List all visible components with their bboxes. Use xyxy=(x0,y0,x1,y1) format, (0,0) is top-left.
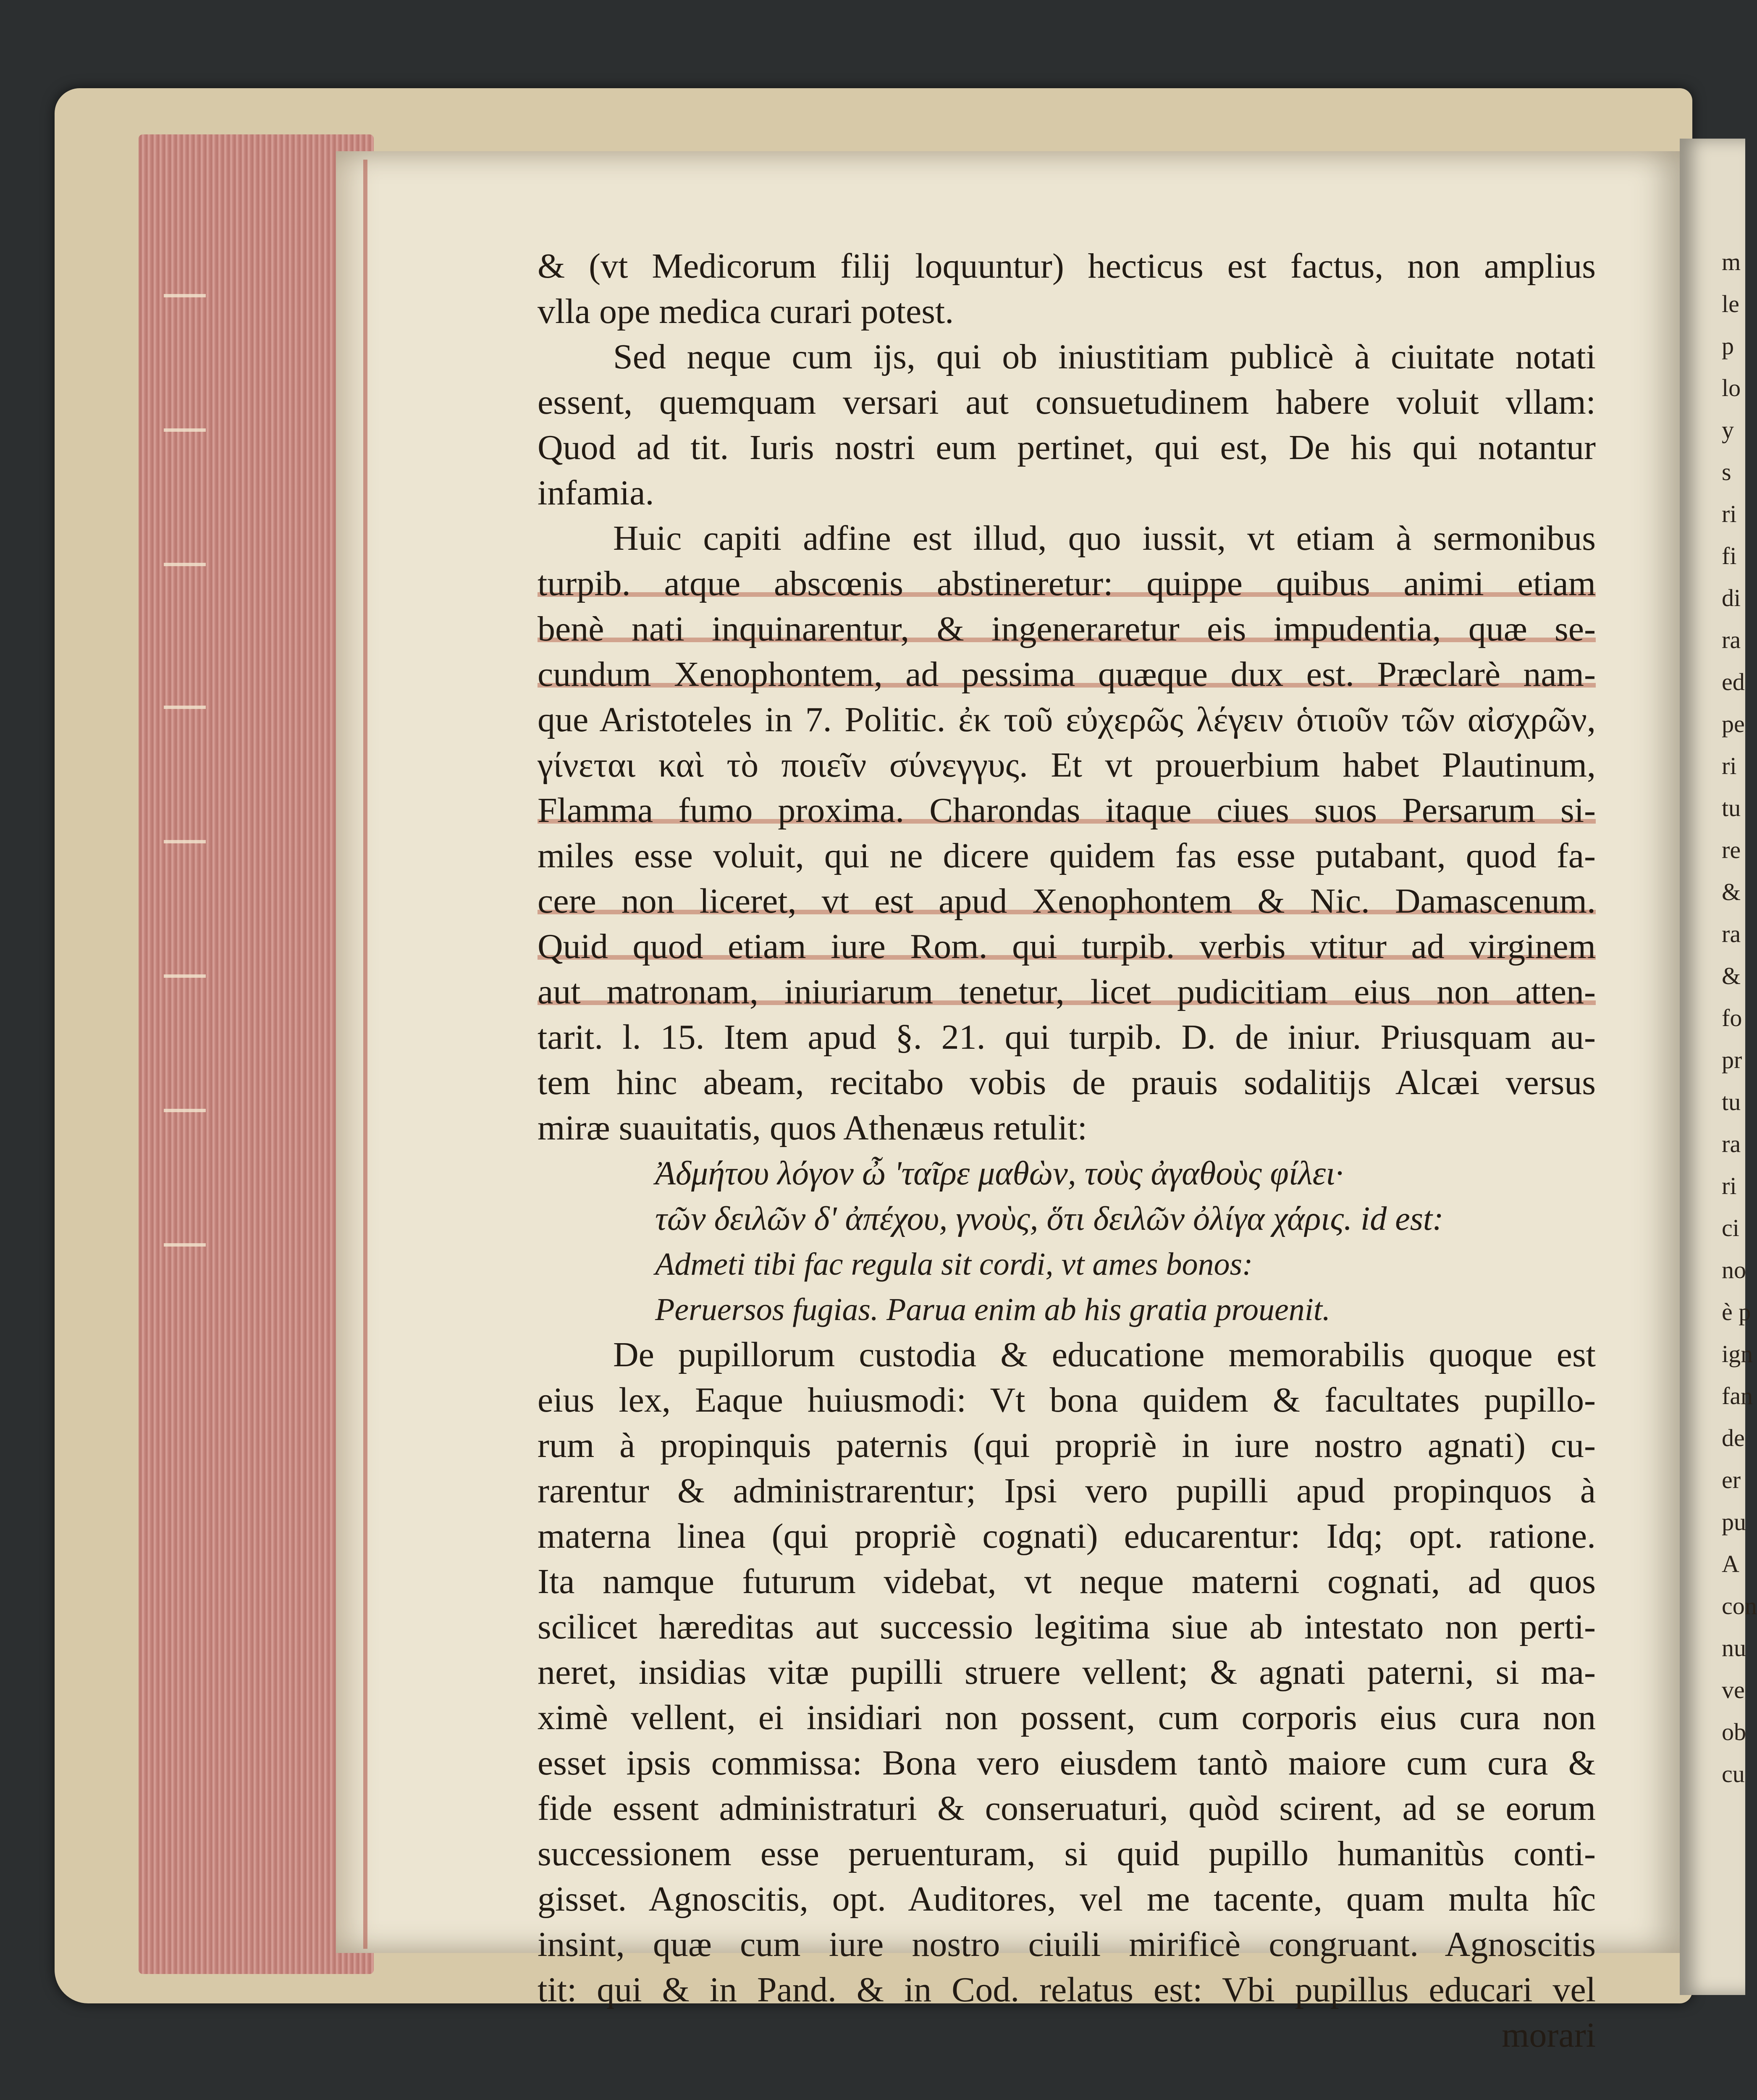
text-line: eius lex, Eaque huiusmodi: Vt bona quidem & facultates pupillo- xyxy=(538,1381,1596,1420)
text-line: vlla ope medica curari potest. xyxy=(538,292,954,331)
recto-text-fragment: y xyxy=(1722,416,1734,444)
page-edge-rule xyxy=(363,160,367,1949)
recto-text-fragment: no xyxy=(1722,1256,1746,1284)
recto-text-fragment: ri xyxy=(1722,500,1737,528)
text-line: fide essent administraturi & conseruaturi, quòd scirent, ad se eorum xyxy=(538,1789,1596,1828)
recto-text-fragment: di xyxy=(1722,584,1741,612)
text-line: benè nati inquinarentur, & ingeneraretur eis impudentia, quæ se- xyxy=(538,609,1596,648)
text-line: gisset. Agnoscitis, opt. Auditores, vel me tacente, quam multa hîc xyxy=(538,1880,1596,1919)
recto-text-fragment: le xyxy=(1722,290,1739,318)
page-text xyxy=(538,244,1596,2058)
text-line: Peruersos fugias. Parua enim ab his gratia prouenit. xyxy=(655,1292,1330,1327)
text-line: rarentur & administrarentur; Ipsi vero pupilli apud propinquos à xyxy=(538,1471,1596,1510)
text-line: tem hinc abeam, recitabo vobis de prauis sodalitijs Alcæi versus xyxy=(538,1063,1596,1102)
text-line: Admeti tibi fac regula sit cordi, vt ames bonos: xyxy=(655,1247,1253,1282)
text-line: infamia. xyxy=(538,473,654,512)
text-line: Sed neque cum ijs, qui ob iniustitiam publicè à ciuitate notati xyxy=(613,337,1596,376)
text-line: insint, quæ cum iure nostro ciuili mirificè congruant. Agnoscitis xyxy=(538,1925,1596,1964)
text-line: neret, insidias vitæ pupilli struere vellent; & agnati paterni, si ma- xyxy=(538,1653,1596,1692)
recto-text-fragment: ra xyxy=(1722,626,1741,654)
text-line: esset ipsis commissa: Bona vero eiusdem tantò maiore cum cura & xyxy=(538,1743,1596,1782)
recto-text-fragment: ob xyxy=(1722,1718,1746,1746)
recto-text-fragment: s xyxy=(1722,458,1731,486)
text-line: Quid quod etiam iure Rom. qui turpib. verbis vtitur ad virginem xyxy=(538,927,1596,966)
text-line: scilicet hæreditas aut successio legitima siue ab intestato non perti- xyxy=(538,1607,1596,1646)
text-line: cundum Xenophontem, ad pessima quæque dux est. Præclarè nam- xyxy=(538,655,1596,694)
text-line: turpib. atque abscœnis abstineretur: quippe quibus animi etiam xyxy=(538,564,1596,603)
recto-text-fragment: er xyxy=(1722,1466,1741,1494)
recto-text-fragment: con xyxy=(1722,1592,1757,1620)
recto-text-fragment: fi xyxy=(1722,542,1737,570)
recto-text-fragment: ri xyxy=(1722,752,1737,780)
text-line: miræ suauitatis, quos Athenæus retulit: xyxy=(538,1108,1087,1147)
recto-text-fragment: A xyxy=(1722,1550,1739,1578)
text-line: rum à propinquis paternis (qui propriè in iure nostro agnati) cu- xyxy=(538,1426,1596,1465)
text-line: materna linea (qui propriè cognati) educarentur: Idq; opt. ratione. xyxy=(538,1517,1596,1556)
recto-text-fragment: fan xyxy=(1722,1382,1753,1410)
text-line: γίνεται καὶ τὸ ποιεῖν σύνεγγυς. Et vt prouerbium habet Plautinum, xyxy=(538,746,1596,785)
recto-text-fragment: pr xyxy=(1722,1046,1742,1074)
recto-text-fragment: nu xyxy=(1722,1634,1746,1662)
fore-edge-marks xyxy=(155,294,214,1386)
recto-text-fragment: ed xyxy=(1722,668,1745,696)
text-line: Flamma fumo proxima. Charondas itaque ciues suos Persarum si- xyxy=(538,791,1596,830)
text-line: tarit. l. 15. Item apud §. 21. qui turpib. D. de iniur. Priusquam au- xyxy=(538,1018,1596,1057)
text-line: Quod ad tit. Iuris nostri eum pertinet, qui est, De his qui notantur xyxy=(538,428,1596,467)
recto-text-fragment: pu xyxy=(1722,1508,1746,1536)
text-line: essent, quemquam versari aut consuetudinem habere voluit vllam: xyxy=(538,383,1596,422)
text-line: miles esse voluit, qui ne dicere quidem fas esse putabant, quod fa- xyxy=(538,836,1596,875)
recto-text-fragment: tu xyxy=(1722,794,1741,822)
page-recto-fragment xyxy=(1680,139,1757,1995)
recto-text-fragment: ra xyxy=(1722,1130,1741,1158)
recto-text-fragment: lo xyxy=(1722,374,1741,402)
recto-text-fragment: ri xyxy=(1722,1172,1737,1200)
text-line: tit: qui & in Pand. & in Cod. relatus est: Vbi pupillus educari vel xyxy=(538,1970,1596,2009)
text-line: cere non liceret, vt est apud Xenophontem & Nic. Damascenum. xyxy=(538,882,1596,921)
recto-text-fragment: tu xyxy=(1722,1088,1741,1116)
text-line: ximè vellent, ei insidiari non possent, cum corporis eius cura non xyxy=(538,1698,1596,1737)
text-line: De pupillorum custodia & educatione memorabilis quoque est xyxy=(613,1335,1596,1374)
recto-text-fragment: re xyxy=(1722,836,1741,864)
text-line: Ἀδμήτου λόγον ὦ 'ταῖρε μαθὼν, τοὺς ἀγαθοὺς φίλει· xyxy=(655,1155,1344,1192)
recto-text-fragment: ign xyxy=(1722,1340,1753,1368)
recto-text-fragment: ra xyxy=(1722,920,1741,948)
recto-text-fragment: de xyxy=(1722,1424,1745,1452)
recto-text-fragment: è p xyxy=(1722,1298,1751,1326)
text-line: aut matronam, iniuriarum tenetur, licet pudicitiam eius non atten- xyxy=(538,972,1596,1011)
text-line: Huic capiti adfine est illud, quo iussit, vt etiam à sermonibus xyxy=(613,519,1596,558)
text-line: que Aristoteles in 7. Politic. ἐκ τοῦ εὐχερῶς λέγειν ὁτιοῦν τῶν αἰσχρῶν, xyxy=(538,700,1596,739)
text-line: successionem esse peruenturam, si quid pupillo humanitùs conti- xyxy=(538,1834,1596,1873)
recto-text-fragment: m xyxy=(1722,248,1741,276)
recto-text-fragment: cu xyxy=(1722,1760,1745,1788)
recto-text-fragment: ve xyxy=(1722,1676,1745,1704)
recto-text-fragment: fo xyxy=(1722,1004,1742,1032)
recto-text-fragment: pe xyxy=(1722,710,1745,738)
text-line: & (vt Medicorum filij loquuntur) hecticus est factus, non amplius xyxy=(538,247,1596,286)
text-line: τῶν δειλῶν δ' ἀπέχου, γνοὺς, ὅτι δειλῶν ὀλίγα χάρις. id est: xyxy=(655,1200,1444,1237)
text-line: Ita namque futurum videbat, vt neque materni cognati, ad quos xyxy=(538,1562,1596,1601)
recto-text-fragment: & xyxy=(1722,962,1741,990)
recto-text-fragment: p xyxy=(1722,332,1734,360)
recto-text-fragment: ci xyxy=(1722,1214,1739,1242)
recto-text-fragment: & xyxy=(1722,878,1741,906)
catchword: morari xyxy=(1502,2016,1596,2055)
